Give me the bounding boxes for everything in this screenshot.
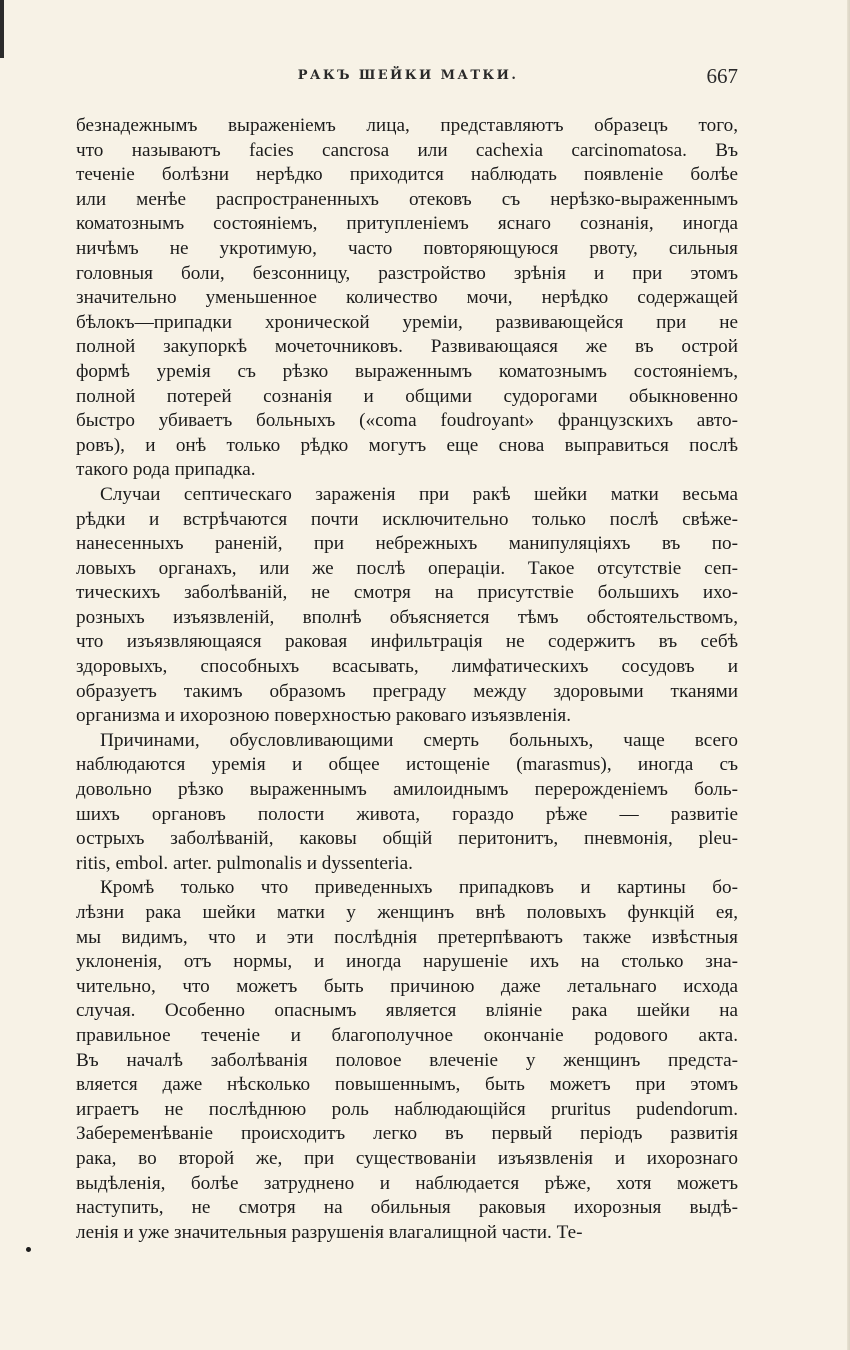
- text-line: Въ началѣ заболѣванія половое влеченіе у женщинъ предста-: [76, 1049, 738, 1071]
- text-line: безнадежнымъ выраженіемъ лица, представляютъ образецъ того,: [76, 115, 738, 136]
- paragraph: [76, 876, 738, 1245]
- text-line: Причинами, обусловливающими смерть больныхъ, чаще всего: [100, 729, 738, 751]
- text-line: острыхъ заболѣваній, каковы общій перитонитъ, пневмонія, pleu-: [76, 828, 738, 850]
- text-line: играетъ не послѣднюю роль наблюдающійся pruritus pudendorum.: [76, 1098, 738, 1120]
- text-line: шихъ органовъ полости живота, гораздо рѣже — развитіе: [76, 803, 738, 825]
- text-line: что изъязвляющаяся раковая инфильтрація не содержитъ въ себѣ: [76, 631, 738, 653]
- text-line: значительно уменьшенное количество мочи, нерѣдко содержащей: [76, 287, 738, 309]
- text-line: образуетъ такимъ образомъ преграду между здоровыми тканями: [76, 680, 738, 702]
- text-line: рака, во второй же, при существованіи изъязвленія и ихорознаго: [76, 1147, 738, 1169]
- text-line: рѣдки и встрѣчаются почти исключительно только послѣ свѣже-: [76, 508, 738, 530]
- text-line: розныхъ изъязвленій, вполнѣ объясняется тѣмъ обстоятельствомъ,: [76, 606, 738, 628]
- text-line: вляется даже нѣсколько повышеннымъ, быть можетъ при этомъ: [76, 1074, 738, 1096]
- text-line: наблюдаются уремія и общее истощеніе (marasmus), иногда съ: [76, 754, 738, 776]
- text-line: ловыхъ органахъ, или же послѣ операціи. Такое отсутствіе сеп-: [76, 557, 738, 579]
- text-line: ленія и уже значительныя разрушенія влагалищной части. Те-: [76, 1221, 583, 1243]
- text-line: чительно, что можетъ быть причиною даже летальнаго исхода: [76, 975, 738, 997]
- page-number: 667: [706, 64, 738, 88]
- text-line: коматознымъ состояніемъ, притупленіемъ яснаго сознанія, иногда: [76, 213, 738, 235]
- text-line: бѣлокъ—припадки хронической уреміи, развивающейся при не: [76, 311, 738, 333]
- paragraph: [76, 114, 738, 483]
- text-line: нанесенныхъ раненій, при небрежныхъ манипуляціяхъ въ по-: [76, 533, 738, 555]
- margin-mark: [26, 1247, 31, 1252]
- text-line: такого рода припадка.: [76, 459, 256, 481]
- text-line: головныя боли, безсонницу, разстройство зрѣнія и при этомъ: [76, 262, 738, 284]
- text-line: правильное теченіе и благополучное окончаніе родового акта.: [76, 1024, 738, 1046]
- page-edge-shadow: [0, 0, 4, 58]
- text-line: или менѣе распространенныхъ отековъ съ нерѣзко-выраженнымъ: [76, 188, 738, 210]
- text-line: выдѣленія, болѣе затруднено и наблюдается рѣже, хотя можетъ: [76, 1172, 738, 1194]
- paragraph: [76, 729, 738, 877]
- text-line: теченіе болѣзни нерѣдко приходится наблюдать появленіе болѣе: [76, 164, 738, 186]
- text-line: Случаи септическаго зараженія при ракѣ шейки матки весьма: [100, 483, 738, 505]
- text-line: довольно рѣзко выраженнымъ амилоиднымъ перерожденіемъ боль-: [76, 779, 738, 801]
- body-text: [76, 114, 738, 1245]
- paragraph: [76, 483, 738, 729]
- text-line: здоровыхъ, способныхъ всасывать, лимфатическихъ сосудовъ и: [76, 656, 738, 678]
- text-line: полной закупоркѣ мочеточниковъ. Развивающаяся же въ острой: [76, 336, 738, 358]
- text-line: быстро убиваетъ больныхъ («coma foudroyant» французскихъ авто-: [76, 410, 738, 432]
- text-line: случая. Особенно опаснымъ является вліяніе рака шейки на: [76, 1000, 738, 1022]
- text-line: формѣ уремія съ рѣзко выраженнымъ коматознымъ состояніемъ,: [76, 360, 738, 382]
- text-line: что называютъ facies cancrosa или cachexia carcinomatosa. Въ: [76, 139, 738, 161]
- text-line: уклоненія, отъ нормы, и иногда нарушеніе ихъ на столько зна-: [76, 951, 738, 973]
- running-header: [78, 64, 738, 90]
- text-line: организма и ихорозною поверхностью раковаго изъязвленія.: [76, 705, 572, 727]
- text-line: полной потерей сознанія и общими судорогами обыкновенно: [76, 385, 738, 407]
- text-line: Забеременѣваніе происходитъ легко въ первый періодъ развитія: [76, 1123, 738, 1145]
- text-line: лѣзни рака шейки матки у женщинъ внѣ половыхъ функцій ея,: [76, 902, 738, 923]
- text-line: ritis, embol. arter. pulmonalis и dyssenteria.: [76, 852, 413, 874]
- text-line: Кромѣ только что приведенныхъ припадковъ и картины бо-: [100, 877, 738, 899]
- running-title: РАКЪ ШЕЙКИ МАТКИ.: [297, 68, 519, 83]
- text-line: ровъ), и онѣ только рѣдко могутъ еще снова выправиться послѣ: [76, 434, 738, 456]
- text-line: тическихъ заболѣваній, не смотря на присутствіе большихъ ихо-: [76, 582, 738, 604]
- text-line: ничѣмъ не укротимую, часто повторяющуюся рвоту, сильныя: [76, 237, 738, 259]
- text-line: наступить, не смотря на обильныя раковыя ихорозныя выдѣ-: [76, 1197, 738, 1219]
- text-line: мы видимъ, что и эти послѣднія претерпѣваютъ также извѣстныя: [76, 926, 738, 948]
